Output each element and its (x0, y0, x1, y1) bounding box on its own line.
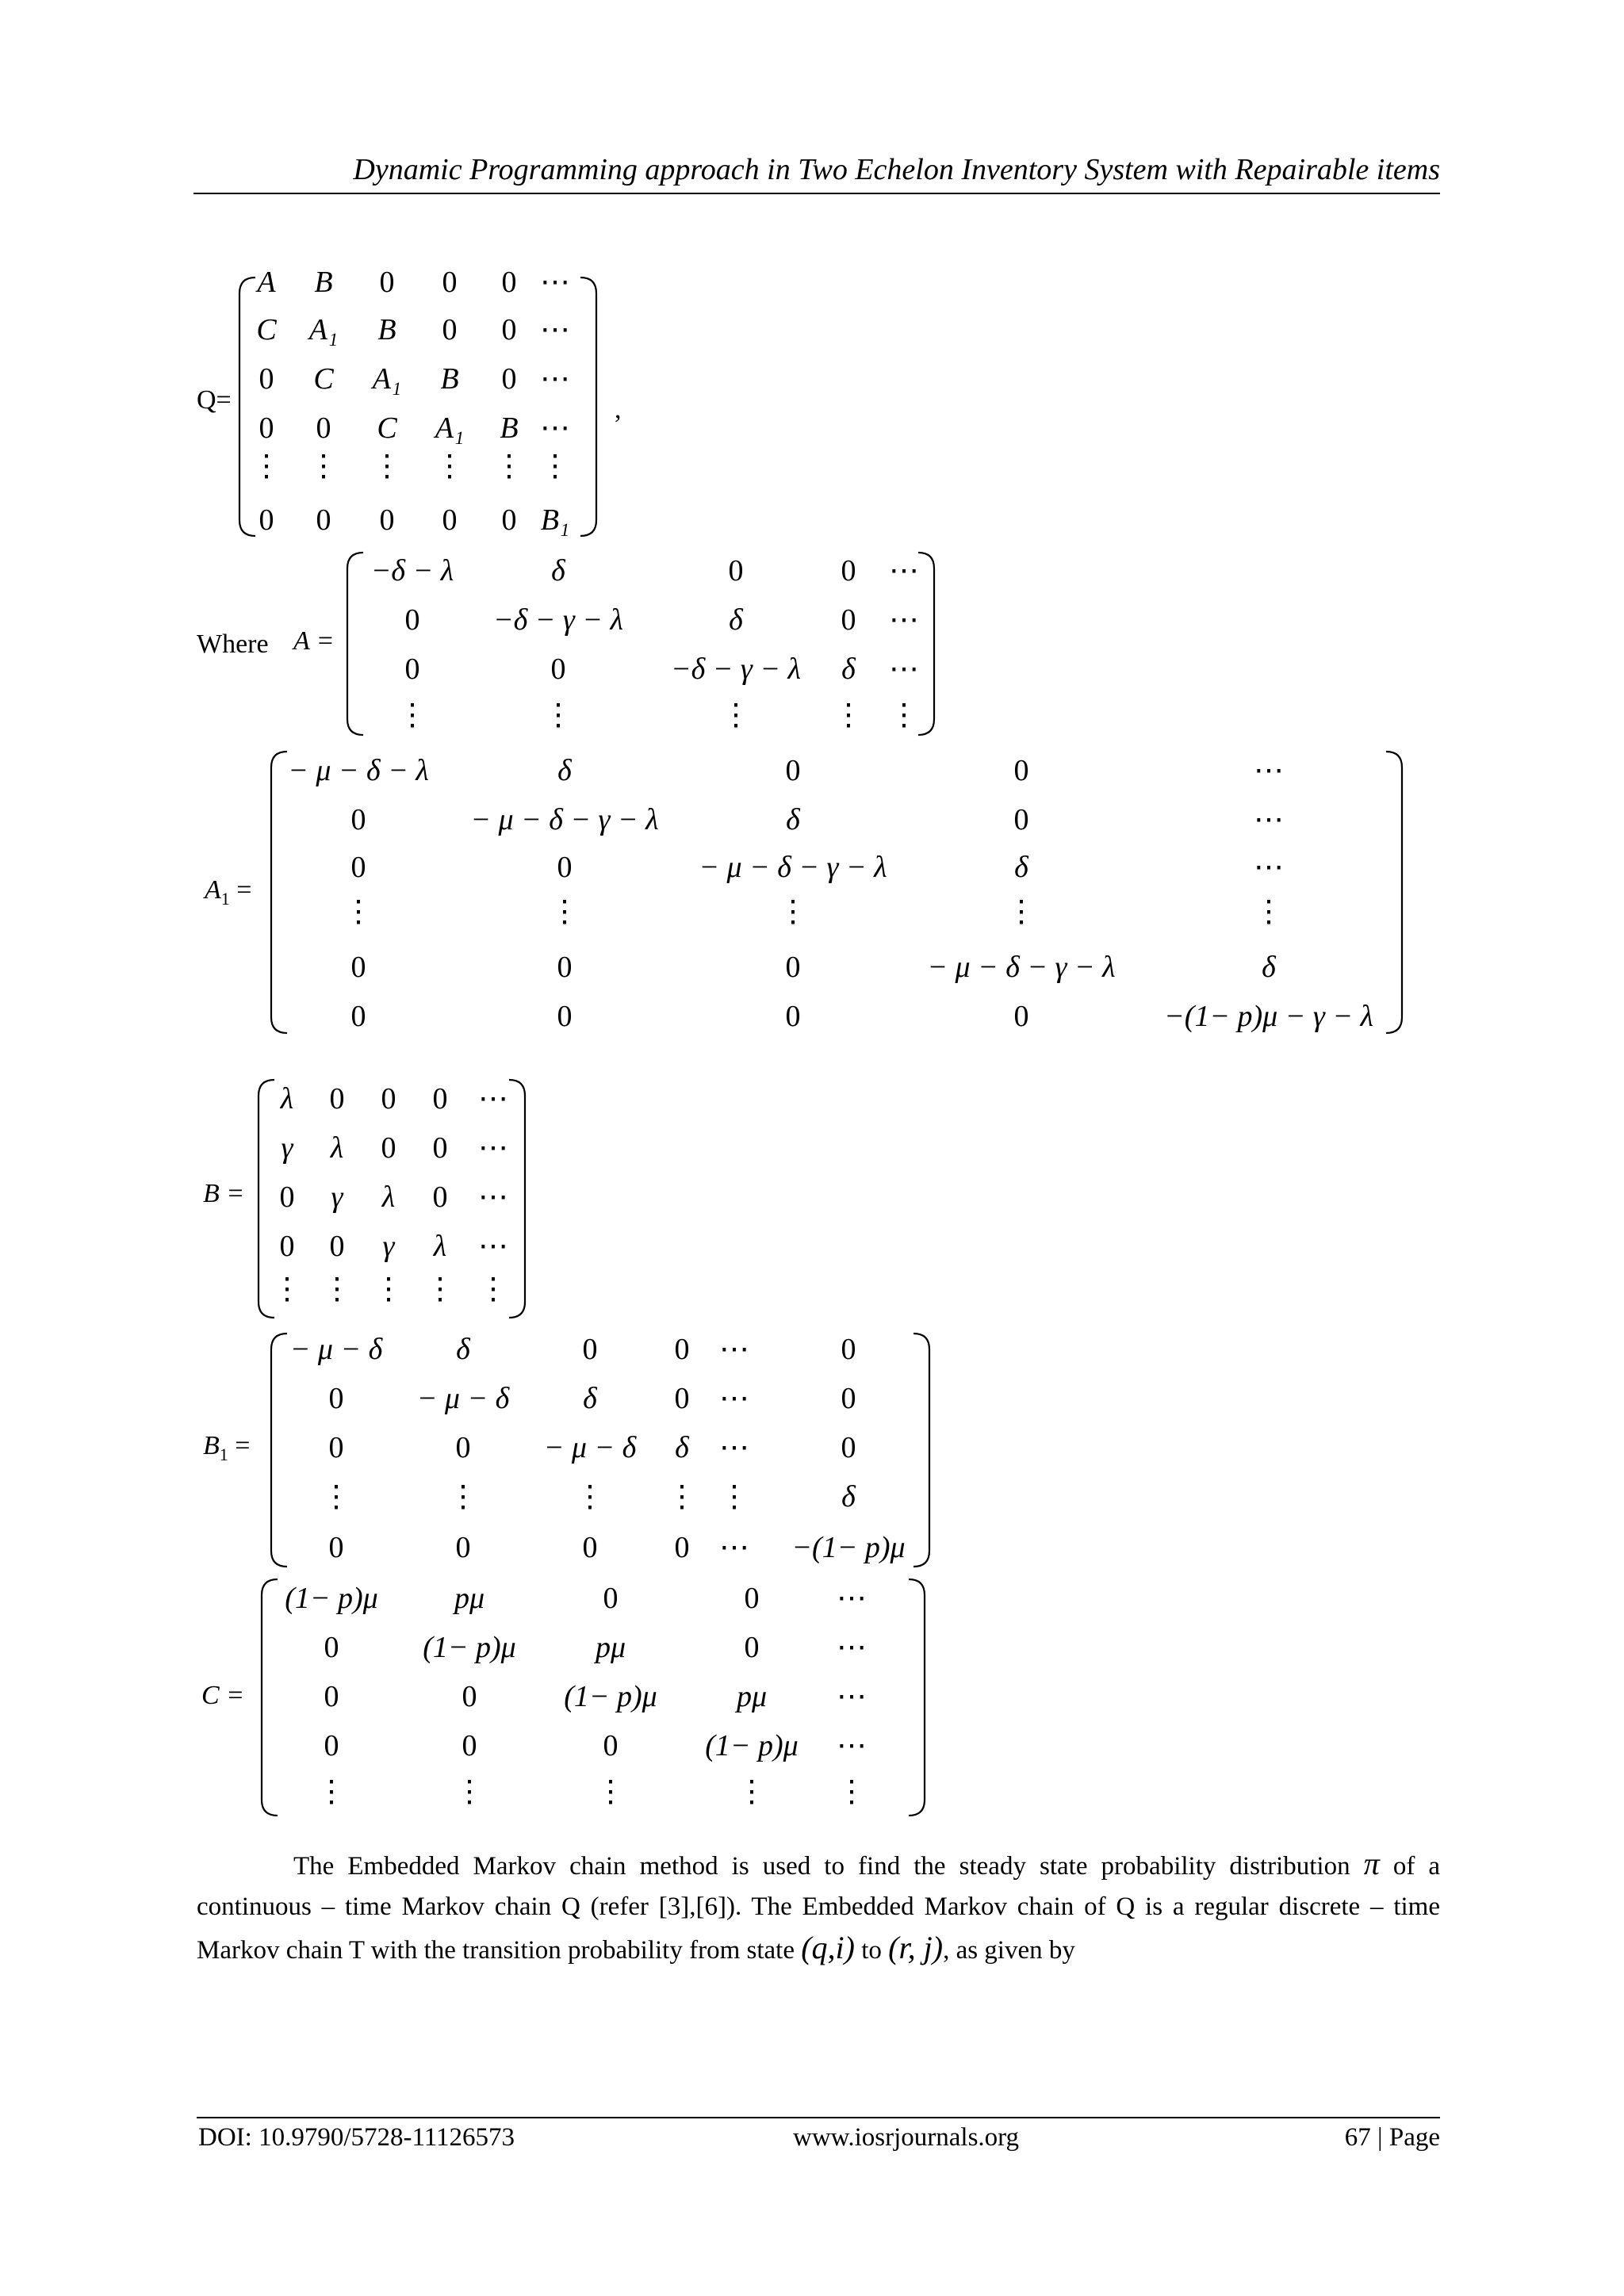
matrix-cell: pμ (736, 1680, 768, 1713)
matrix-cell: 0 (1013, 754, 1029, 787)
matrix-cell: δ (583, 1382, 597, 1415)
matrix-cell: ⋯ (719, 1382, 749, 1415)
matrix-cell: ⋯ (719, 1431, 749, 1464)
matrix-cell: γ (382, 1230, 395, 1263)
matrix-cell: δ (551, 554, 565, 587)
matrix-cell: δ (675, 1431, 689, 1464)
matrix-cell: ⋮ (272, 1272, 302, 1306)
matrix-cell: ⋮ (833, 698, 864, 732)
matrix-cell: 0 (785, 754, 801, 787)
matrix-cell: ⋮ (397, 698, 427, 732)
matrix-cell: − μ − δ − γ − λ (927, 951, 1116, 984)
matrix-cell: 0 (279, 1230, 295, 1263)
matrix-cell: C (313, 362, 334, 396)
matrix-cell: 0 (350, 1000, 366, 1033)
matrix-cell: ⋮ (1254, 895, 1284, 928)
matrix-cell: ⋮ (321, 1480, 351, 1513)
state-from: (q,i) (801, 1930, 855, 1965)
matrix-cell: 0 (501, 313, 517, 346)
matrix-cell: ⋮ (596, 1775, 626, 1808)
left-paren (262, 1579, 278, 1816)
matrix-cell: ⋮ (373, 1272, 404, 1306)
matrix-cell: 0 (328, 1531, 344, 1564)
c-label: C = (201, 1681, 245, 1710)
matrix-cell: −δ − γ − λ (492, 603, 624, 637)
matrix-cell: ⋮ (316, 1775, 347, 1808)
matrix-cell: 0 (674, 1333, 690, 1366)
matrix-cell: 0 (350, 951, 366, 984)
matrix-cell: − μ − δ − γ − λ (699, 851, 887, 884)
matrix-cell: 0 (744, 1631, 760, 1664)
matrix-cell: 0 (1013, 803, 1029, 836)
matrix-cell: − μ − δ (543, 1431, 637, 1464)
matrix-cell: ⋮ (667, 1480, 697, 1513)
matrix-cell: ⋮ (575, 1480, 605, 1513)
matrix-cell: ⋮ (372, 450, 402, 483)
matrix-cell: B (377, 313, 396, 346)
matrix-cell: ⋮ (425, 1272, 455, 1306)
matrix-cell: δ (729, 603, 743, 637)
matrix-cell: ⋮ (543, 698, 573, 732)
matrix-cell: A₁ (435, 411, 465, 445)
matrix-cell: ⋯ (837, 1631, 867, 1664)
matrix-cell: pμ (454, 1582, 485, 1615)
matrix-cell: ⋯ (837, 1729, 867, 1762)
q-label: Q= (197, 385, 232, 415)
matrix-cell: δ (1262, 951, 1276, 984)
matrix-cell: λ (381, 1181, 396, 1214)
matrix-cell: ⋯ (837, 1582, 867, 1615)
matrix-cell: 0 (501, 503, 517, 537)
matrix-cell: C (256, 313, 277, 346)
matrix-cell: ⋯ (1254, 851, 1284, 884)
matrix-cell: δ (1014, 851, 1028, 884)
matrix-cell: 0 (324, 1631, 339, 1664)
footer-doi: DOI: 10.9790/5728-11126573 (198, 2123, 515, 2152)
where-label: Where (197, 629, 269, 659)
matrix-cell: ⋯ (478, 1181, 508, 1214)
matrix-cell: 0 (728, 554, 744, 587)
matrix-cell: (1− p)μ (564, 1680, 657, 1713)
matrix-cell: ⋮ (778, 895, 808, 928)
matrix-cell: 0 (259, 411, 274, 445)
matrix-cell: ⋮ (251, 450, 282, 483)
matrix-cell: 0 (744, 1582, 760, 1615)
matrix-cell: 0 (841, 1333, 856, 1366)
matrix-cell: 0 (603, 1729, 619, 1762)
matrix-cell: ⋮ (322, 1272, 352, 1306)
matrix-cell: −δ − λ (370, 554, 454, 587)
matrix-cell: 0 (442, 266, 458, 299)
body-paragraph: The Embedded Markov chain method is used to find the steady state probability distribution π of a continuous – time Markov chain Q (refer [3],[6]). The Embedded Markov chain of Q is a regular discrete – time Markov chain T with the transition probability from state (q,i) to (r, j), as given by (197, 1846, 1441, 1965)
state-to: (r, j) (888, 1930, 944, 1965)
matrix-cell: 0 (501, 266, 517, 299)
matrix-cell: δ (841, 652, 856, 686)
matrix-cell: ⋮ (478, 1272, 508, 1306)
matrix-cell: 0 (432, 1131, 448, 1165)
a-label: A = (293, 626, 335, 656)
matrix-cell: B₁ (540, 503, 570, 537)
matrix-cell: − μ − δ (289, 1333, 383, 1366)
matrix-cell: 0 (442, 313, 458, 346)
matrix-cell: ⋯ (1254, 803, 1284, 836)
matrix-cell: 0 (674, 1531, 690, 1564)
matrix-cell: 0 (455, 1431, 471, 1464)
matrix-cell: 0 (328, 1382, 344, 1415)
footer-website: www.iosrjournals.org (793, 2123, 1020, 2152)
matrix-cell: ⋯ (889, 603, 919, 637)
matrix-cell: 0 (785, 951, 801, 984)
matrix-cell: 0 (557, 851, 573, 884)
matrix-cell: pμ (595, 1631, 626, 1664)
matrix-cell: 0 (432, 1181, 448, 1214)
matrix-cell: ⋯ (540, 266, 570, 299)
matrix-cell: ⋮ (540, 450, 570, 483)
matrix-cell: ⋯ (1254, 754, 1284, 787)
matrix-cell: 0 (379, 503, 395, 537)
b-label: B = (203, 1179, 245, 1208)
matrix-cell: B (440, 362, 459, 396)
matrix-cell: ⋮ (889, 698, 919, 732)
matrix-cell: 0 (329, 1082, 345, 1115)
matrix-cell: (1− p)μ (423, 1631, 516, 1664)
matrix-cell: ⋮ (448, 1480, 478, 1513)
matrix-cell: ⋮ (837, 1775, 867, 1808)
matrix-cell: ⋮ (550, 895, 580, 928)
matrix-cell: δ (456, 1333, 470, 1366)
matrix-cell: 0 (455, 1531, 471, 1564)
matrix-cell: ⋯ (478, 1082, 508, 1115)
matrix-cell: 0 (841, 603, 856, 637)
running-title: Dynamic Programming approach in Two Echelon Inventory System with Repairable items (353, 153, 1440, 186)
matrix-cell: 0 (557, 1000, 573, 1033)
matrix-cell: δ (557, 754, 572, 787)
matrix-cell: 0 (841, 1382, 856, 1415)
matrix-cell: ⋯ (719, 1531, 749, 1564)
matrix-cell: − μ − δ − λ (288, 754, 429, 787)
matrix-cell: ⋮ (1006, 895, 1036, 928)
matrix-cell: ⋯ (478, 1131, 508, 1165)
matrix-cell: −(1− p)μ (791, 1531, 906, 1564)
matrix-cell: 0 (603, 1582, 619, 1615)
b1-label: $B_1$ = (203, 1431, 251, 1464)
matrix-cell: ⋯ (540, 411, 570, 445)
right-paren (909, 1579, 925, 1816)
matrix-cell: 0 (674, 1382, 690, 1415)
matrix-cell: −(1− p)μ − γ − λ (1164, 1000, 1373, 1033)
matrix-cell: 0 (328, 1431, 344, 1464)
matrix-cell: (1− p)μ (285, 1582, 378, 1615)
matrix-cell: 0 (462, 1680, 477, 1713)
matrix-cell: ⋯ (889, 652, 919, 686)
matrix-cell: 0 (324, 1680, 339, 1713)
matrix-cell: 0 (324, 1729, 339, 1762)
matrix-cell: B (500, 411, 519, 445)
matrix-cell: δ (786, 803, 800, 836)
matrix-cell: 0 (316, 503, 331, 537)
matrix-cell: 0 (550, 652, 566, 686)
q-comma: , (615, 395, 622, 424)
matrix-cell: ⋯ (478, 1230, 508, 1263)
matrix-cell: γ (331, 1181, 343, 1214)
matrix-cell: 0 (1013, 1000, 1029, 1033)
matrix-cell: 0 (582, 1531, 598, 1564)
matrix-cell: 0 (841, 1431, 856, 1464)
a1-label: $A_1$ = (205, 875, 252, 909)
matrix-cell: 0 (404, 652, 420, 686)
matrix-cell: 0 (316, 411, 331, 445)
matrix-cell: A₁ (308, 313, 339, 346)
matrix-cell: (1− p)μ (705, 1729, 799, 1762)
pi-symbol: π (1363, 1846, 1380, 1881)
matrix-cell: B (314, 266, 333, 299)
matrix-cell: λ (433, 1230, 447, 1263)
matrix-cell: A (257, 266, 276, 299)
matrix-cell: 0 (841, 554, 856, 587)
matrix-cell: 0 (381, 1082, 396, 1115)
matrix-cell: ⋯ (837, 1680, 867, 1713)
matrix-cell: 0 (329, 1230, 345, 1263)
matrix-cell: − μ − δ (416, 1382, 510, 1415)
matrix-cell: ⋯ (889, 554, 919, 587)
matrix-cell: 0 (432, 1082, 448, 1115)
matrix-cell: C (377, 411, 397, 445)
matrix-cell: 0 (350, 851, 366, 884)
matrix-cell: ⋯ (540, 313, 570, 346)
matrix-cell: δ (841, 1480, 856, 1513)
matrix-cell: 0 (259, 362, 274, 396)
matrix-cell: ⋯ (540, 362, 570, 396)
matrix-cell: 0 (785, 1000, 801, 1033)
matrix-cell: 0 (279, 1181, 295, 1214)
matrix-cell: 0 (379, 266, 395, 299)
matrix-cell: ⋮ (737, 1775, 767, 1808)
matrix-cell: λ (280, 1082, 294, 1115)
matrix-cell: ⋮ (435, 450, 465, 483)
footer-rule (197, 2117, 1440, 2118)
footer-page: 67 | Page (1344, 2123, 1440, 2152)
matrix-cell: ⋮ (494, 450, 524, 483)
matrix-cell: 0 (557, 951, 573, 984)
matrix-cell: A₁ (372, 362, 402, 396)
matrix-cell: γ (281, 1131, 293, 1165)
matrix-cell: 0 (404, 603, 420, 637)
matrix-cell: ⋮ (719, 1480, 749, 1513)
matrix-cell: ⋮ (308, 450, 339, 483)
matrix-cell: 0 (582, 1333, 598, 1366)
matrix-cell: ⋮ (721, 698, 751, 732)
matrix-cell: − μ − δ − γ − λ (470, 803, 659, 836)
matrix-cell: −δ − γ − λ (670, 652, 802, 686)
matrix-cell: 0 (381, 1131, 396, 1165)
matrix-cell: ⋯ (719, 1333, 749, 1366)
matrix-cell: 0 (462, 1729, 477, 1762)
matrix-cell: 0 (259, 503, 274, 537)
matrix-cell: ⋮ (454, 1775, 485, 1808)
matrix-cell: λ (330, 1131, 344, 1165)
matrix-cell: 0 (350, 803, 366, 836)
matrix-cell: 0 (442, 503, 458, 537)
matrix-cell: ⋮ (343, 895, 373, 928)
matrix-cell: 0 (501, 362, 517, 396)
